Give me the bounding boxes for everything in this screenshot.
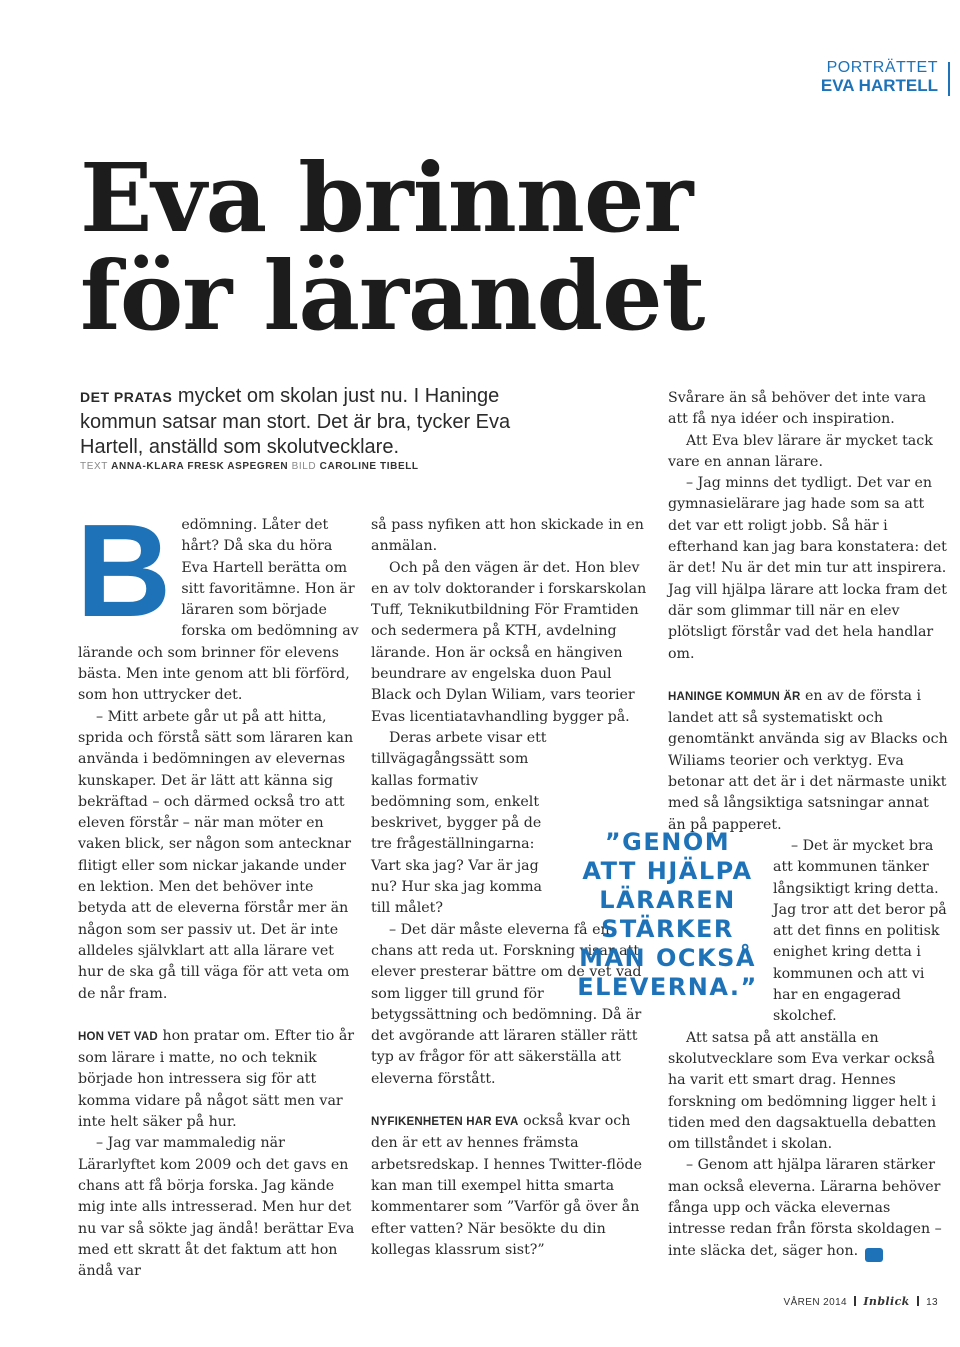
article-paragraph bbox=[668, 1155, 950, 1261]
byline-text-label: TEXT bbox=[80, 461, 108, 472]
article-paragraph: Att satsa på att anställa en skolutvecklare som Eva verkar också ha varit ett smart drag. Hennes forskning om bedömning ligger helt i tiden med den dagsaktuella debatten om tillståndet i skolan. bbox=[668, 1029, 937, 1153]
pull-quote-line: STÄRKER bbox=[601, 915, 734, 943]
article-paragraph: – Jag minns det tydligt. Det var en gymnasielärare jag hade som sa att det var ett roligt jobb. Så här i efterhand kan jag bara konstatera: det är det! Nu är det min tur att inspirera. Jag vill hjälpa lärare att locka fram det där som glimmar till när en elev plötsligt förstår vad det hela handlar om. bbox=[668, 475, 947, 662]
lead bbox=[80, 384, 565, 460]
article-paragraph bbox=[668, 686, 950, 836]
page-number: 13 bbox=[926, 1297, 938, 1308]
article-paragraph: så pass nyfiken att hon skickade in en anmälan. bbox=[371, 517, 644, 555]
footer-issue: VÅREN 2014 bbox=[783, 1297, 847, 1308]
article-column-1 bbox=[76, 497, 360, 1282]
article-paragraph bbox=[76, 497, 360, 707]
section-name: EVA HARTELL bbox=[820, 75, 938, 95]
headline-line-1: Eva brinner bbox=[80, 143, 693, 254]
paragraph-text: hon pratar om. Efter tio år som lärare i matte, no och teknik började hon intressera sig för att komma vidare på något sätt men var inte helt säker på hur. bbox=[78, 1027, 355, 1131]
end-mark-icon: in bbox=[865, 1248, 883, 1262]
byline-image-label: BILD bbox=[291, 461, 317, 472]
article-paragraph: – Det är mycket bra att kommunen tänker långsiktigt kring detta. Jag tror att det beror på att det finns en politisk enighet kring detta i kommunen och att vi har en engagerad skolchef. bbox=[773, 837, 947, 1025]
page-footer bbox=[784, 1295, 938, 1308]
headline-line-2: för lärandet bbox=[80, 241, 705, 352]
subhead: HON VET VAD bbox=[78, 1030, 158, 1043]
pull-quote-line: MAN OCKSÅ bbox=[579, 944, 756, 972]
footer-separator bbox=[854, 1296, 856, 1306]
article-paragraph: – Jag var mammaledig när Lärarlyftet kom 2009 och det gavs en chans att få börja forska. Jag kände mig inte alls intresserad. Men hur det nu var så sökte jag ändå! berättar Eva med ett skratt åt det faktum att hon ändå var bbox=[78, 1135, 355, 1280]
pull-quote-line: ATT HJÄLPA bbox=[582, 857, 753, 885]
article-column-3 bbox=[668, 388, 950, 1262]
subhead: HANINGE KOMMUN ÄR bbox=[668, 690, 801, 703]
footer-separator bbox=[917, 1296, 919, 1306]
article-paragraph: Att Eva blev lärare är mycket tack vare en annan lärare. bbox=[668, 432, 933, 470]
paragraph-text: – Genom att hjälpa läraren stärker man också eleverna. Lärarna behöver fånga upp och väcka elevernas intresse redan från första skoldagen – inte släcka det, säger hon. bbox=[668, 1157, 942, 1259]
article-paragraph bbox=[371, 1111, 653, 1261]
lead-kicker: DET PRATAS bbox=[80, 389, 173, 405]
section-label bbox=[821, 60, 938, 95]
article-paragraph: Och på den vägen är det. Hon blev en av tolv doktorander i forskarskolan Tuff, Teknikutbildning För Framtiden och sedermera på KTH, avdelning lärande. Hon är också en hängiven beundrare av engelska duon Paul Black och Dylan Wiliam, vars teorier Evas licentiatavhandling bygger på. bbox=[371, 559, 647, 725]
paragraph-text: en av de första i landet att så systematiskt och genomtänkt använda sig av Blacks och Wiliams teorier och verktyg. Eva betonar att det är i det närmaste unikt med så långsiktiga satsningar annat än på papperet. bbox=[668, 687, 948, 833]
lead-text: mycket om skolan just nu. I Haninge kommun satsar man stort. Det är bra, tycker Eva Hartell, anställd som skolutvecklare. bbox=[80, 385, 511, 458]
footer-magazine: Inblick bbox=[863, 1295, 910, 1308]
article-paragraph: Deras arbete visar ett tillvägagångssätt som kallas formativ bedömning som, enkelt beskrivet, bygger på de tre frågeställningarna: Vart ska jag? Var är jag nu? Hur ska jag komma till målet? bbox=[371, 729, 547, 917]
paragraph-text: också kvar och den är ett av hennes främsta arbetsredskap. I hennes Twitter-flöde kan man till exempel hitta smarta kommentarer som ”Varför gå över ån efter vatten? När besökte du din kollegas klassrum sist?” bbox=[371, 1113, 643, 1258]
pull-quote-line: LÄRAREN bbox=[599, 886, 736, 914]
pull-quote-line: ”GENOM bbox=[604, 828, 731, 856]
section-rule bbox=[948, 62, 950, 96]
subhead: NYFIKENHETEN HAR EVA bbox=[371, 1116, 519, 1129]
byline bbox=[80, 461, 419, 472]
article-paragraph: – Det där måste eleverna få en chans att reda ut. Forskning visar att elever presterar bättre om de vet vad som ligger till grund för betygssättning och bedömning. Då är det avgörande att läraren ställer rätt typ av frågor för att säkerställa att eleverna förstått. bbox=[371, 921, 642, 1087]
article-paragraph bbox=[78, 1026, 360, 1133]
article-paragraph: Svårare än så behöver det inte vara att få nya idéer och inspiration. bbox=[668, 390, 927, 428]
paragraph-text: edömning. Låter det hårt? Då ska du höra Eva Hartell berätta om sitt favoritämne. Hon är läraren som började forska om bedömning av lärande och som brinner för elevens bästa. Men inte genom att bli förförd, som hon uttrycker det. bbox=[78, 517, 359, 704]
drop-cap: B bbox=[76, 497, 172, 644]
byline-photographer: CAROLINE TIBELL bbox=[319, 461, 419, 472]
section-kicker: PORTRÄTTET bbox=[826, 59, 938, 76]
byline-author: ANNA-KLARA FRESK ASPEGREN bbox=[111, 461, 289, 472]
article-paragraph: – Mitt arbete går ut på att hitta, sprida och förstå sätt som läraren kan använda i bedömningen av elevernas kunskaper. Det är lätt att känna sig bekräftad – och därmed också tro att eleven förstår – när man möter en vaken blick, ser någon som antecknar flitigt eller som nickar jakande under en lektion. Men det behöver inte betyda att de eleverna förstår mer än någon som ser passiv ut. Det är inte alldeles självklart att alla lärare vet hur de ska gå till väga för att veta om de når fram. bbox=[78, 708, 354, 1002]
headline bbox=[80, 143, 880, 352]
pull-quote-line: ELEVERNA.” bbox=[577, 973, 758, 1001]
